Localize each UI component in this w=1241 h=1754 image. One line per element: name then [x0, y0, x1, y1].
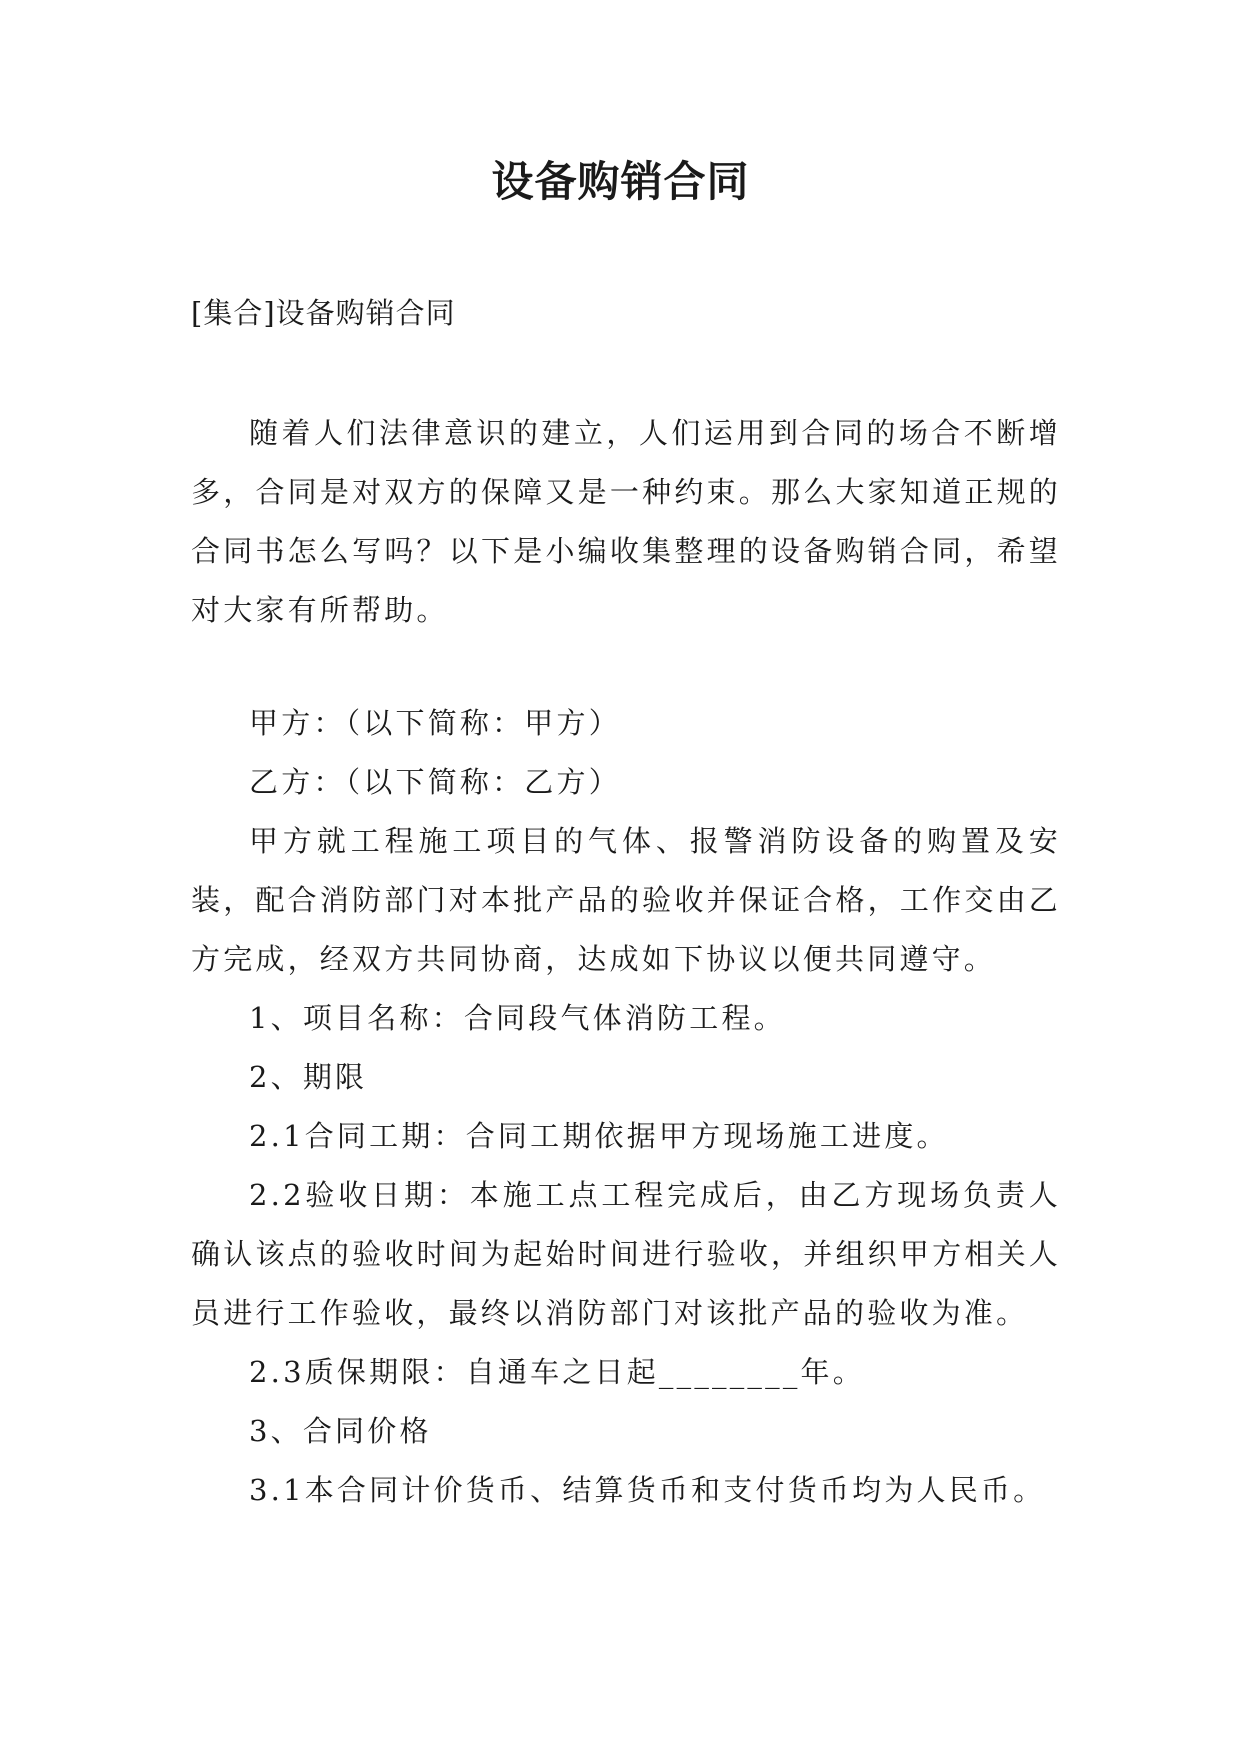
document-title: 设备购销合同 [491, 157, 750, 206]
clause-2-heading: 2、期限 [249, 1060, 368, 1094]
document-subtitle: [集合]设备购销合同 [191, 296, 456, 330]
clause-3-1: 3.1本合同计价货币、结算货币和支付货币均为人民币。 [249, 1473, 1046, 1507]
clause-2-1: 2.1合同工期：合同工期依据甲方现场施工进度。 [249, 1119, 949, 1153]
clause-3-heading: 3、合同价格 [249, 1414, 432, 1448]
party-b-line: 乙方：（以下简称：乙方） [249, 765, 621, 799]
intro-paragraph: 随着人们法律意识的建立，人们运用到合同的场合不断增多，合同是对双方的保障又是一种约束。那么大家知道正规的合同书怎么写吗？以下是小编收集整理的设备购销合同，希望对大家有所帮助。 [191, 416, 1061, 627]
party-a-line: 甲方：（以下简称：甲方） [249, 706, 621, 740]
preamble-paragraph: 甲方就工程施工项目的气体、报警消防设备的购置及安装，配合消防部门对本批产品的验收并保证合格，工作交由乙方完成，经双方共同协商，达成如下协议以便共同遵守。 [191, 824, 1061, 976]
intro-section [191, 404, 1061, 640]
clause-2-3: 2.3质保期限：自通车之日起________年。 [249, 1355, 865, 1389]
contract-body [191, 694, 1061, 1520]
clause-1-project-name: 1、项目名称：合同段气体消防工程。 [249, 1001, 786, 1035]
clause-2-2: 2.2验收日期：本施工点工程完成后，由乙方现场负责人确认该点的验收时间为起始时间进行验收，并组织甲方相关人员进行工作验收，最终以消防部门对该批产品的验收为准。 [191, 1178, 1061, 1330]
